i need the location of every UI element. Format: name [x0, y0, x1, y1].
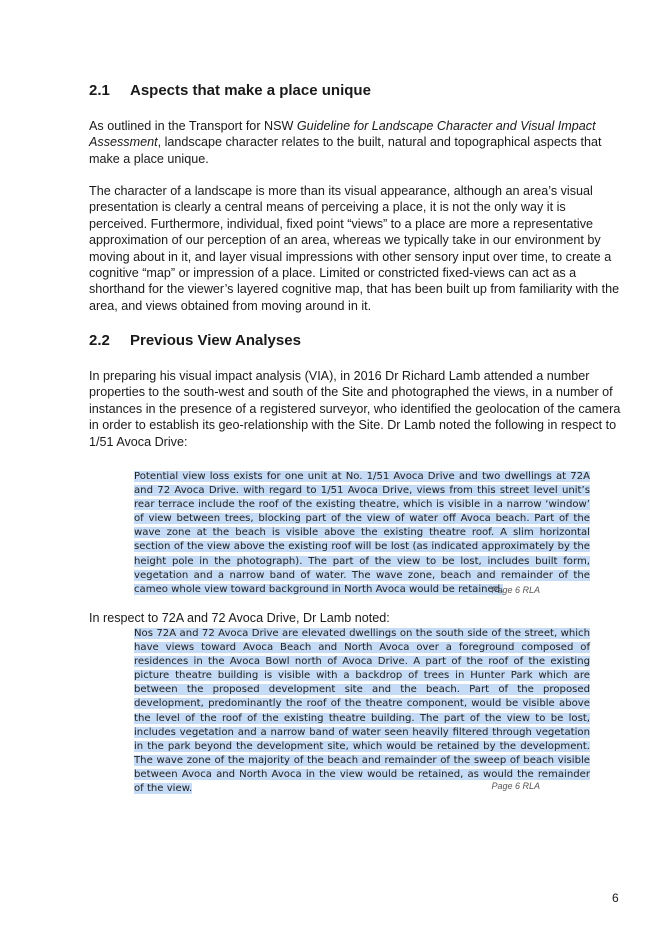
highlighted-quote-text: Potential view loss exists for one unit at No. 1/51 Avoca Drive and two dwellings at 72A and 72 Avoca Drive. with regard to 1/51 Avoca Drive, views from this street level unit’s rear terrace include the roof of the existing theatre, which is visible in a narrow ‘window’ of view between trees, blocking part of the view of water off Avoca beach. Part of the wave zone at the beach is visible above the existing theatre roof. A slim horizontal section of the view above the existing roof will be lost (as indicated approximately by the height pole in the photograph). The part of the view to be lost, includes built form, vegetation and a narrow band of water. The wave zone, beach and remainder of the cameo whole view toward background in North Avoca would be retained. — [134, 471, 590, 595]
page-number: 6 — [612, 891, 619, 905]
section-title: Previous View Analyses — [130, 332, 301, 349]
highlighted-quote-text: Nos 72A and 72 Avoca Drive are elevated dwellings on the south side of the street, which have views toward Avoca Beach and North Avoca over a foreground composed of residences in the Avoca Bowl north of Avoca Drive. A part of the roof of the existing picture theatre building is visible with a backdrop of trees in Hunter Park which are between the proposed development site and the beach. Part of the proposed development, predominantly the roof of the theatre component, would be visible above the level of the roof of the existing theatre building. The part of the view to be lost, includes vegetation and a narrow band of water seen heavily filtered through vegetation in the park beyond the development site, which would be retained by the development. The wave zone of the majority of the beach and remainder of the sweep of beach visible between Avoca and North Avoca in the view would be retained, as would the remainder of the view. — [134, 628, 590, 795]
section-heading-2-1 — [89, 82, 371, 99]
quote-citation: Page 6 RLA — [491, 781, 540, 791]
block-quote-1-51-avoca — [134, 470, 590, 597]
block-quote-72a-72-avoca — [134, 627, 590, 796]
paragraph-text: , landscape character relates to the built, natural and topographical aspects that make a place unique. — [89, 135, 602, 166]
paragraph-character: The character of a landscape is more than its visual appearance, although an area’s visual presentation is clearly a central means of perceiving a place, it is not the only way it is perceived. Furthermore, individual, fixed point “views” to a place are more a representative approximation of our perception of an area, whereas we typically take in our environment by moving about in it, and layer visual impressions with other sensory input over time, to create a cognitive “map” or impression of a place. Limited or constricted fixed-views can act as a shorthand for the viewer’s layered cognitive map, that has been built up from familiarity with the area, and views obtained from moving around in it. — [89, 184, 620, 313]
guideline-title: Guideline for Landscape Character and Visual Impact Assessment — [89, 119, 596, 150]
paragraph-guideline — [89, 118, 624, 167]
section-title: Aspects that make a place unique — [130, 82, 371, 99]
quote-citation: Page 6 RLA — [491, 585, 540, 595]
section-number: 2.2 — [89, 332, 110, 349]
section-heading-2-2 — [89, 332, 301, 349]
paragraph-via: In preparing his visual impact analysis (VIA), in 2016 Dr Richard Lamb attended a number properties to the south-west and south of the Site and photographed the views, in a number of instances in the presence of a registered surveyor, who identified the geolocation of the camera in order to establish its geo-relationship with the Site. Dr Lamb noted the following in respect to 1/51 Avoca Drive: — [89, 369, 621, 449]
paragraph-72a: In respect to 72A and 72 Avoca Drive, Dr Lamb noted: — [89, 611, 390, 625]
section-number: 2.1 — [89, 82, 110, 99]
paragraph-text: As outlined in the Transport for NSW — [89, 119, 297, 133]
